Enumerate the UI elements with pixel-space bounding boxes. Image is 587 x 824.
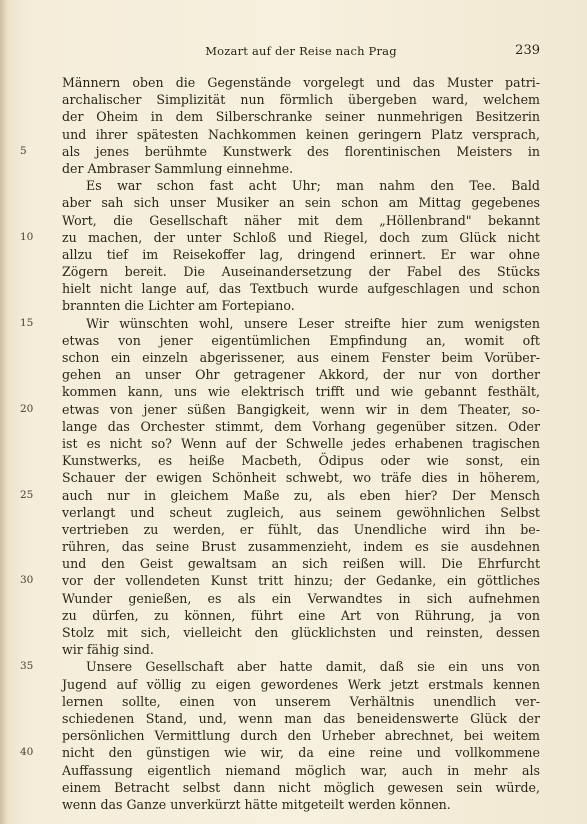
text-line bbox=[62, 727, 540, 744]
text-line bbox=[62, 280, 540, 297]
line-number: 35 bbox=[20, 660, 34, 673]
line-text: etwas von jener süßen Bangigkeit, wenn wir in dem Theater, so- bbox=[62, 401, 540, 417]
text-line bbox=[20, 572, 540, 589]
text-line bbox=[20, 143, 540, 160]
line-text: Jugend auf völlig zu eigen gewordenes Werk jetzt erstmals kennen bbox=[62, 676, 540, 692]
text-line bbox=[62, 349, 540, 366]
text-line bbox=[62, 469, 540, 486]
line-text: Auffassung eigentlich niemand möglich war, auch in mehr als bbox=[62, 762, 540, 778]
line-number: 30 bbox=[20, 574, 34, 587]
text-line bbox=[20, 229, 540, 246]
line-text: schon ein einzeln abgerissener, aus einem Fenster beim Vorüber- bbox=[62, 350, 540, 365]
text-line bbox=[62, 710, 540, 727]
text-line bbox=[62, 383, 540, 400]
line-text: wenn das Ganze unverkürzt hätte mitgeteilt werden können. bbox=[62, 796, 451, 812]
line-text: einem Betracht selbst dann nicht möglich gewesen sein würde, bbox=[62, 779, 540, 795]
line-text: zu dürfen, zu können, führt eine Art von Rührung, ja von bbox=[62, 607, 540, 623]
line-text: Es war schon fast acht Uhr; man nahm den Tee. Bald bbox=[86, 178, 540, 194]
line-text: lernen sollte, einen von unserem Verhältnis unendlich ver- bbox=[62, 693, 540, 709]
running-title: Mozart auf der Reise nach Prag bbox=[205, 44, 397, 58]
text-line bbox=[62, 108, 540, 125]
line-text: und den Geist gewaltsam an sich reißen will. Die Ehrfurcht bbox=[62, 556, 540, 572]
line-text: Kunstwerks, es heiße Macbeth, Ödipus oder wie sonst, ein bbox=[62, 453, 540, 469]
text-line bbox=[62, 796, 540, 813]
line-text: nicht den günstigen wie wir, da eine reine und vollkommene bbox=[62, 745, 540, 761]
line-number: 10 bbox=[20, 230, 34, 243]
text-line bbox=[62, 297, 540, 314]
line-text: gehen an unser Ohr getragener Akkord, der nur von dorther bbox=[62, 367, 540, 383]
text-line bbox=[62, 177, 540, 194]
line-text: lange das Orchester stimmt, dem Vorhang gegenüber sitzen. Oder bbox=[62, 418, 540, 434]
line-text: ist es nicht so? Wenn auf der Schwelle jedes erhabenen tragischen bbox=[62, 435, 540, 451]
line-text: Zögern bereit. Die Auseinandersetzung der Fabel des Stücks bbox=[62, 264, 540, 280]
line-number: 40 bbox=[20, 746, 34, 759]
line-text: der Oheim in dem Silberschranke seiner nunmehrigen Besitzerin bbox=[62, 109, 540, 125]
line-number: 15 bbox=[20, 316, 34, 329]
line-text: allzu tief im Reisekoffer lag, dringend erinnert. Er war ohne bbox=[62, 246, 540, 262]
line-text: brannten die Lichter am Fortepiano. bbox=[62, 298, 295, 314]
line-text: Unsere Gesellschaft aber hatte damit, daß sie ein uns von bbox=[86, 659, 540, 675]
text-line bbox=[62, 641, 540, 658]
line-number: 20 bbox=[20, 402, 34, 415]
line-text: zu machen, der unter Schloß und Riegel, doch zum Glück nicht bbox=[62, 229, 540, 245]
line-text: rühren, das seine Brust zusammenzieht, indem es sie ausdehnen bbox=[62, 539, 540, 555]
page-header bbox=[62, 44, 540, 62]
line-text: archalischer Simplizität nun förmlich übergeben ward, welchem bbox=[62, 92, 540, 108]
text-line bbox=[62, 246, 540, 263]
line-text: und ihrer spätesten Nachkommen keinen geringern Platz versprach, bbox=[62, 126, 540, 142]
line-text: Wir wünschten wohl, unsere Leser streifte hier zum wenigsten bbox=[86, 315, 540, 331]
text-line bbox=[62, 212, 540, 229]
text-line bbox=[62, 624, 540, 641]
line-number: 25 bbox=[20, 488, 34, 501]
text-line bbox=[62, 452, 540, 469]
page-spine-shadow bbox=[0, 0, 8, 824]
text-line bbox=[62, 126, 540, 143]
line-text: wir fähig sind. bbox=[62, 642, 154, 658]
line-text: Wunder genießen, es als ein Verwandtes in sich aufnehmen bbox=[62, 590, 540, 606]
text-line bbox=[62, 194, 540, 211]
line-text: etwas von jener eigentümlichen Empfindung an, womit oft bbox=[62, 332, 540, 348]
text-line bbox=[62, 521, 540, 538]
text-line bbox=[62, 160, 540, 177]
text-line bbox=[62, 555, 540, 572]
text-line bbox=[62, 762, 540, 779]
line-text: aber sah sich unser Musiker an sein schon am Mittag gegebenes bbox=[62, 195, 540, 211]
text-line bbox=[62, 332, 540, 349]
text-line bbox=[62, 435, 540, 452]
text-line bbox=[62, 504, 540, 521]
line-text: vor der vollendeten Kunst tritt hinzu; der Gedanke, ein göttliches bbox=[62, 573, 540, 589]
text-line bbox=[62, 779, 540, 796]
text-line bbox=[20, 487, 540, 504]
text-line bbox=[62, 418, 540, 435]
text-line bbox=[62, 590, 540, 607]
line-text: schiedenen Stand, und, wenn man das beneidenswerte Glück der bbox=[62, 710, 540, 726]
line-text: vertrieben zu werden, er fühlt, das Unendliche wird ihn be- bbox=[62, 521, 540, 537]
text-line bbox=[62, 366, 540, 383]
line-text: hielt nicht lange auf, das Textbuch wurde aufgeschlagen und schon bbox=[62, 281, 540, 297]
text-line bbox=[62, 91, 540, 108]
text-line bbox=[62, 263, 540, 280]
line-text: Männern oben die Gegenstände vorgelegt und das Muster patri- bbox=[62, 75, 540, 90]
line-text: kommen kann, uns wie elektrisch trifft und wie gebannt festhält, bbox=[62, 384, 540, 400]
line-text: der Ambraser Sammlung einnehme. bbox=[62, 160, 294, 176]
line-text: als jenes berühmte Kunstwerk des florentinischen Meisters in bbox=[62, 143, 540, 159]
line-text: Schauer der ewigen Schönheit schwebt, wo träfe dies in höherem, bbox=[62, 470, 540, 486]
page-number: 239 bbox=[515, 43, 540, 58]
text-line bbox=[20, 744, 540, 761]
text-line bbox=[62, 607, 540, 624]
line-number: 5 bbox=[20, 144, 27, 157]
text-line bbox=[62, 676, 540, 693]
line-text: persönlichen Vermittlung durch den Urheber abrechnet, bei weitem bbox=[62, 728, 540, 744]
line-text: verlangt und scheut zugleich, aus seinem gewöhnlichen Selbst bbox=[62, 504, 540, 520]
text-line bbox=[62, 538, 540, 555]
line-text: Stolz mit sich, vielleicht den glücklichsten und reinsten, dessen bbox=[62, 625, 540, 640]
line-text: Wort, die Gesellschaft näher mit dem „Höllenbrand" bekannt bbox=[62, 212, 540, 228]
text-line bbox=[20, 658, 540, 675]
text-line bbox=[62, 74, 540, 91]
line-text: auch nur in gleichem Maße zu, als eben hier? Der Mensch bbox=[62, 487, 540, 503]
text-line bbox=[20, 401, 540, 418]
text-line bbox=[62, 693, 540, 710]
text-line bbox=[20, 315, 540, 332]
body-text bbox=[20, 74, 540, 813]
